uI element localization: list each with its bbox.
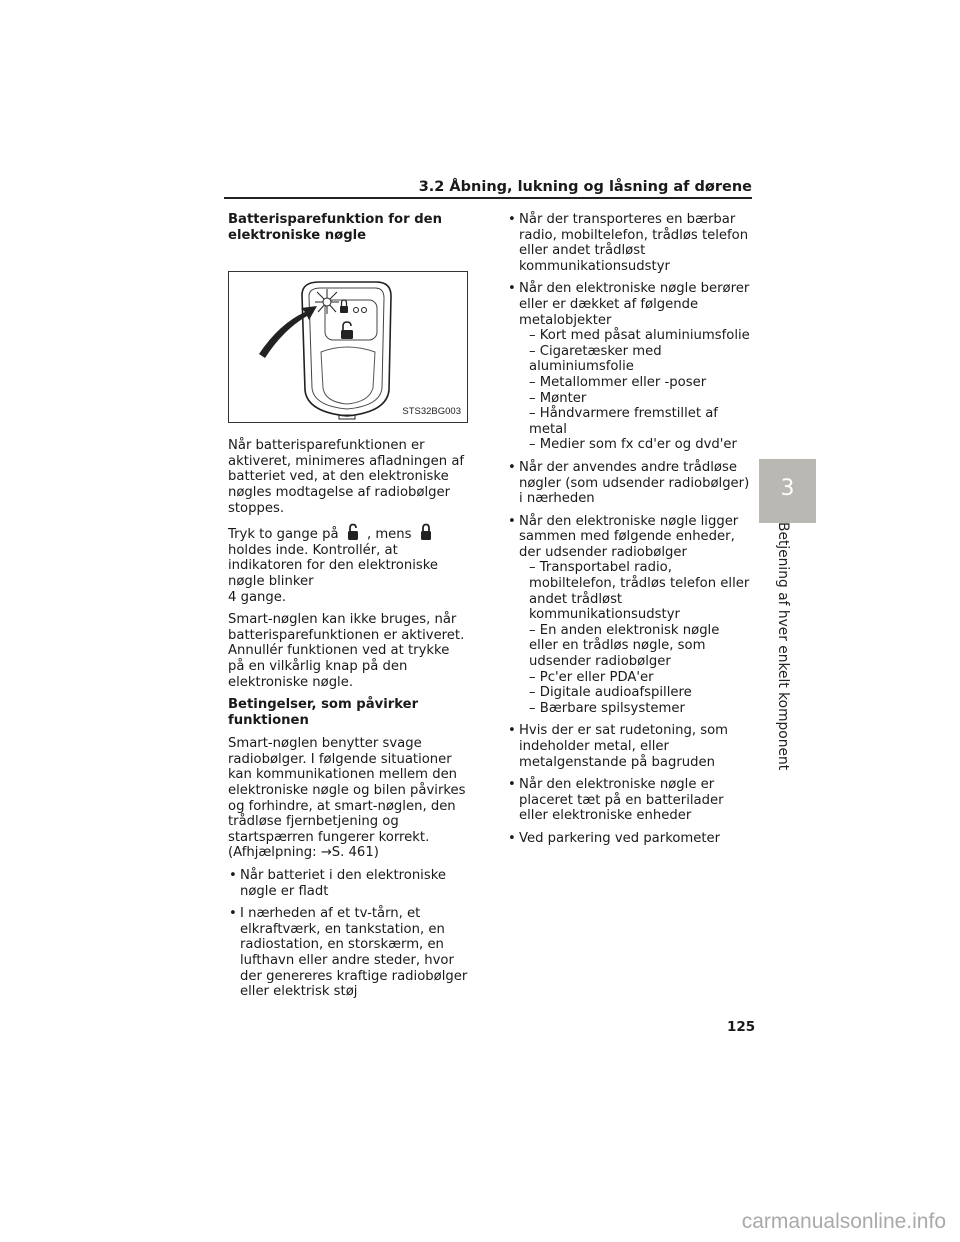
paragraph: Når batterisparefunktionen er aktiveret, minimeres afladningen af batteriet ved, at den elektroniske nøgles modtagelse af radiobølger stoppes. [228,438,465,516]
sub-list-item: – Metallommer eller -poser [529,374,707,390]
sub-list-item: – Kort med påsat aluminiumsfolie [529,328,750,344]
list-item: • Ved parkering ved parkometer [507,831,751,847]
sub-list-item: – Bærbare spilsystemer [529,700,685,716]
list-item: • Når batteriet i den elektroniske nøgle er fladt [228,868,468,899]
sub-list-item: – En anden elektronisk nøgle eller en trådløs nøgle, som udsender radiobølger [529,622,720,670]
list-item [507,281,751,453]
unlock-button-icon [341,322,353,339]
sub-list-item: – Pc'er eller PDA'er [529,669,654,685]
sub-list [519,560,751,716]
chapter-label-text: Betjening af hver enkelt komponent [775,522,791,771]
sub-list-item: – Mønter [529,390,587,406]
list-item: • Når der transporteres en bærbar radio, mobiltelefon, trådløs telefon eller andet trådløst kommunikationsudstyr [507,212,751,274]
sub-list-item: – Medier som fx cd'er og dvd'er [529,437,737,453]
list-item-text: • Når den elektroniske nøgle berører eller er dækket af følgende metalobjekter [519,281,750,328]
right-column [507,212,751,854]
list-item: • I nærheden af et tv-tårn, et elkraftværk, en tankstation, en radiostation, en storskærm, en lufthavn eller andre steder, hvor der genereres kraftige radiobølger eller elektrisk støj [228,906,468,1000]
chapter-tab [759,459,816,523]
section-title: 3.2 Åbning, lukning og låsning af dørene [418,179,752,195]
left-column [228,212,468,1007]
conditions-heading: Betingelser, som påvirker funktionen [228,697,419,728]
sub-list-item: – Håndvarmere fremstillet af metal [529,406,718,437]
sub-list-item: – Transportabel radio, mobiltelefon, trådløs telefon eller andet trådløst kommunikationsudstyr [529,560,750,623]
unlock-icon [346,523,360,541]
figure-code: STS32BG003 [402,405,461,417]
battery-save-heading: Batterisparefunktion for den elektroniske nøgle [228,212,442,243]
instruction-text-c: holdes inde. Kontrollér, at indikatoren for den elektroniske nøgle blinker [228,542,439,589]
sub-list [519,328,751,453]
list-item: • Når den elektroniske nøgle er placeret tæt på en batterilader eller elektroniske enheder [507,777,751,824]
smart-key-drawing [229,272,467,422]
chapter-label [775,522,793,771]
watermark: carmanualsonline.info [741,1210,946,1233]
sub-list-item: – Cigaretæsker med aluminiumsfolie [529,343,662,375]
chapter-number: 3 [780,476,795,501]
paragraph: Smart-nøglen benytter svage radiobølger. I følgende situationer kan kommunikationen mellem den elektroniske nøgle og bilen påvirkes og forhindre, at smart-nøglen, den trådløse fjernbetjening og startspærren fungerer korrekt. (Afhjælpning: →S. 461) [228,736,466,861]
instruction-text-a: Tryk to gange på [228,527,339,543]
key-illustration [228,271,468,423]
sub-list-item: – Digitale audioafspillere [529,685,692,701]
list-item-text: • Når den elektroniske nøgle ligger sammen med følgende enheder, der udsender radiobølger [519,513,739,560]
instruction-text-b: , mens [366,527,412,543]
lock-button-icon [340,300,348,313]
instruction-paragraph [228,523,468,605]
list-item: • Hvis der er sat rudetoning, som indeholder metal, eller metalgenstande på bagruden [507,723,751,770]
list-item: • Når der anvendes andre trådløse nøgler (som udsender radiobølger) i nærheden [507,460,751,507]
page-number: 125 [727,1019,756,1035]
lock-icon [419,523,433,541]
paragraph: Smart-nøglen kan ikke bruges, når batterisparefunktionen er aktiveret. Annullér funktionen ved at trykke på en vilkårlig knap på den elektroniske nøgle. [228,612,465,690]
instruction-text-d: 4 gange. [228,589,287,605]
header-rule [224,197,752,199]
list-item [507,514,751,717]
